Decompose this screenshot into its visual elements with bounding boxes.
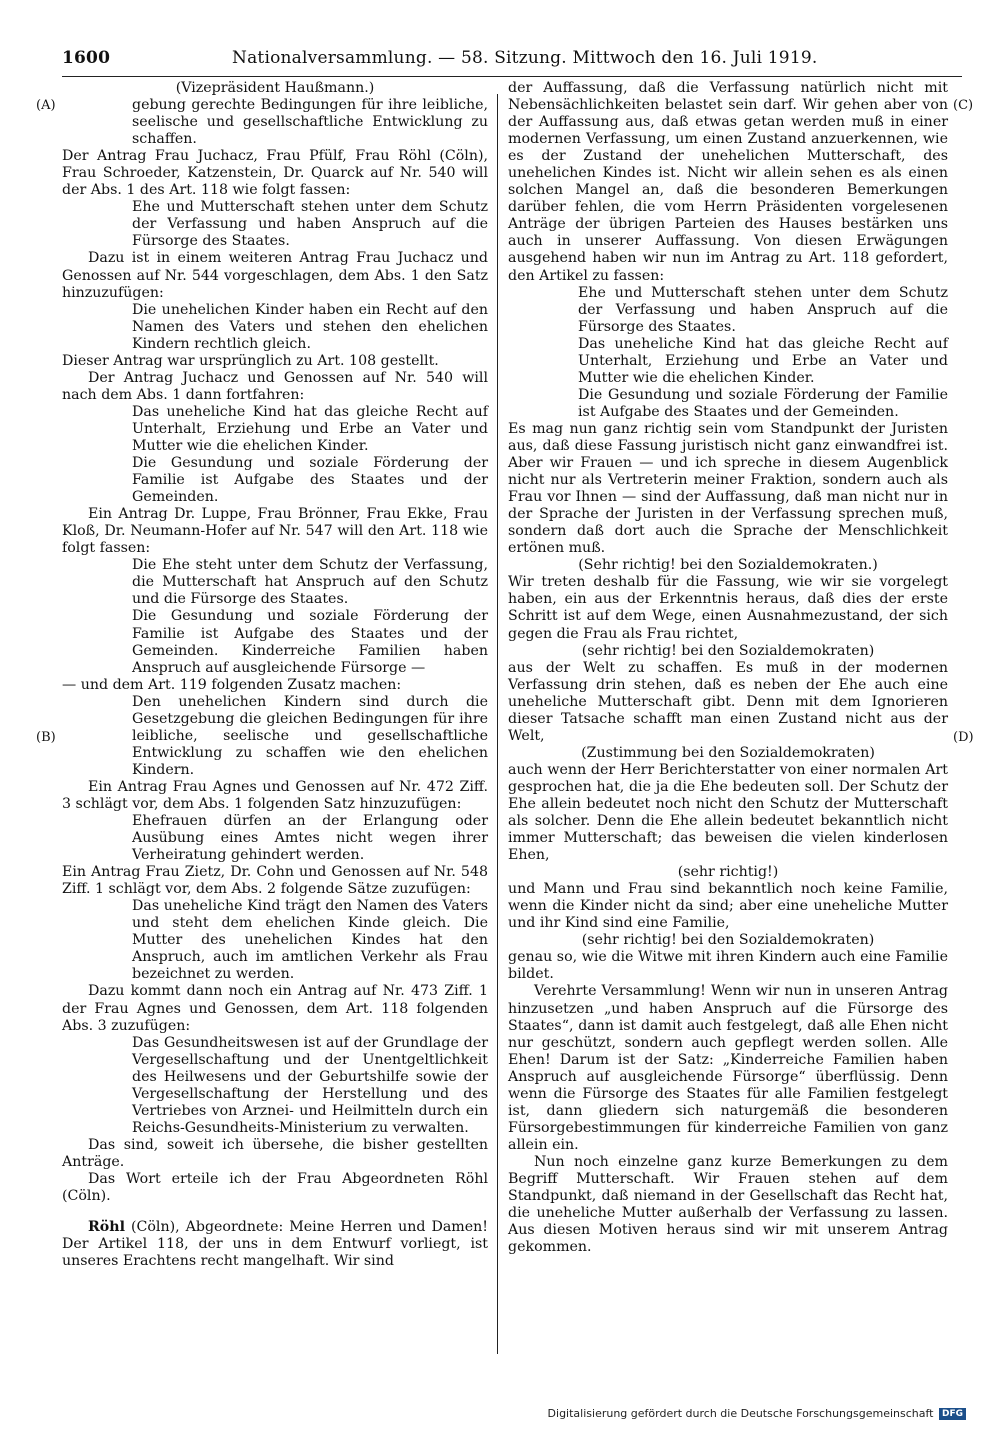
margin-marker-d: (D) (953, 730, 974, 745)
header-rule (62, 76, 962, 77)
quoted-text: Das uneheliche Kind hat das gleiche Recht auf Unterhalt, Erziehung und Erbe an Vater und Mutter wie die ehelichen Kinder. (578, 335, 948, 386)
paragraph: Nun noch einzelne ganz kurze Bemerkungen zu dem Begriff Mutterschaft. Wir Frauen stehen auf dem Standpunkt, daß niemand in der Gesellschaft das Recht hat, die uneheliche Mutter außerhalb der Verfassung zu lassen. Aus diesen Motiven heraus sind wir mit unserem Antrag gekommen. (508, 1153, 948, 1256)
dfg-logo: DFG (939, 1408, 966, 1420)
paragraph: der Auffassung, daß die Verfassung natürlich nicht mit Nebensächlichkeiten belastet sein darf. Wir gehen aber von der Auffassung aus, daß etwas getan werden muß in einer modernen Verfassung, um einen Zustand anzuerkennen, wie es der Zustand der unehelichen Mutterschaft, des unehelichen Kindes ist. Nicht wir allein sehen es als einen solchen Mangel an, daß die besonderen Bemerkungen darüber fehlen, die vom Herrn Präsidenten vorgelesenen Anträge der übrigen Parteien des Hauses bestärken uns auch in unserer Auffassung. Von diesen Erwägungen ausgehend haben wir nun im Antrag zu Art. 118 gefordert, den Artikel zu fassen: (508, 80, 948, 284)
paragraph: auch wenn der Herr Berichterstatter von einer normalen Art gesprochen hat, die ja die Ehe bedeuten soll. Der Schutz der Ehe allein bedeutet noch nicht den Schutz der Mutterschaft als solcher. Denn die Ehe allein bedeutet bekanntlich nicht immer Mutterschaft; das beweisen die vielen kinderlosen Ehen, (508, 761, 948, 864)
margin-marker-b: (B) (36, 730, 56, 745)
quoted-text: Die Ehe steht unter dem Schutz der Verfassung, die Mutterschaft hat Anspruch auf den Schutz und die Fürsorge des Staates. (132, 557, 488, 608)
quoted-text: Die Gesundung und soziale Förderung der Familie ist Aufgabe des Staates und der Gemeinden. (132, 455, 488, 506)
paragraph: aus der Welt zu schaffen. Es muß in der modernen Verfassung drin stehen, daß es neben der Ehe auch eine uneheliche Mutterschaft gibt. Denn mit dem Ignorieren dieser Tatsache schafft man einen Zustand nicht aus der Welt, (508, 659, 948, 744)
paragraph: Dazu ist in einem weiteren Antrag Frau Juchacz und Genossen auf Nr. 544 vorgeschlagen, dem Abs. 1 den Satz hinzuzufügen: (62, 250, 488, 301)
paragraph: Verehrte Versammlung! Wenn wir nun in unseren Antrag hinzusetzen „und haben Anspruch auf die Fürsorge des Staates“, dann ist damit auch festgelegt, daß alle Ehen nicht nur geschützt, sondern auch gepflegt werden sollen. Alle Ehen! Darum ist der Satz: „Kinderreiche Familien haben Anspruch auf ausgleichende Fürsorge“ überflüssig. Denn wenn die Fürsorge des Staates für alle Familien festgelegt ist, dann gliedern sich naturgemäß die besonderen Fürsorgebestimmungen für kinderreiche Familien von ganz allein ein. (508, 983, 948, 1153)
speaker-text: (Cöln), Abgeordnete: Meine Herren und Damen! Der Artikel 118, der uns in dem Entwurf vorliegt, ist unseres Erachtens recht mangelhaft. Wir sind (62, 1219, 488, 1270)
footer-credit (548, 1407, 966, 1420)
paragraph: Dazu kommt dann noch ein Antrag auf Nr. 473 Ziff. 1 der Frau Agnes und Genossen, dem Art. 118 folgenden Abs. 3 zuzufügen: (62, 983, 488, 1034)
quoted-text: Das Gesundheitswesen ist auf der Grundlage der Vergesellschaftung und der Unentgeltlichkeit des Heilwesens und der Geburtshilfe sowie der Vergesellschaftung der Herstellung und des Vertriebes von Arznei- und Heilmitteln durch ein Reichs-Gesundheits-Ministerium zu verwalten. (132, 1034, 488, 1136)
quoted-text: Das uneheliche Kind trägt den Namen des Vaters und steht dem ehelichen Kinde gleich. Die Mutter des unehelichen Kindes hat den Anspruch, auch im amtlichen Verkehr als Frau bezeichnet zu werden. (132, 898, 488, 983)
page-number: 1600 (62, 48, 111, 68)
speaker-name: Röhl (88, 1219, 125, 1236)
quoted-text: Die unehelichen Kinder haben ein Recht auf den Namen des Vaters und stehen den ehelichen Kindern rechtlich gleich. (132, 301, 488, 352)
interjection: (Zustimmung bei den Sozialdemokraten) (581, 744, 875, 761)
footer-text: Digitalisierung gefördert durch die Deutsche Forschungsgemeinschaft (547, 1407, 934, 1420)
paragraph: und Mann und Frau sind bekanntlich noch keine Familie, wenn die Kinder nicht da sind; aber eine uneheliche Mutter und ihr Kind sind eine Familie, (508, 881, 948, 932)
paragraph: Ein Antrag Frau Agnes und Genossen auf Nr. 472 Ziff. 3 schlägt vor, dem Abs. 1 folgenden Satz hinzuzufügen: (62, 778, 488, 812)
paragraph: Ein Antrag Frau Zietz, Dr. Cohn und Genossen auf Nr. 548 Ziff. 1 schlägt vor, dem Abs. 2 folgende Sätze zuzufügen: (62, 864, 488, 898)
paragraph: Das sind, soweit ich übersehe, die bisher gestellten Anträge. (62, 1136, 488, 1170)
quoted-text: Ehe und Mutterschaft stehen unter dem Schutz der Verfassung und haben Anspruch auf die Fürsorge des Staates. (132, 199, 488, 250)
running-title: Nationalversammlung. — 58. Sitzung. Mittwoch den 16. Juli 1919. (232, 48, 818, 68)
paragraph: Ein Antrag Dr. Luppe, Frau Brönner, Frau Ekke, Frau Kloß, Dr. Neumann-Hofer auf Nr. 547 will den Art. 118 wie folgt fassen: (62, 506, 488, 557)
quoted-text: Das uneheliche Kind hat das gleiche Recht auf Unterhalt, Erziehung und Erbe an Vater und Mutter wie die ehelichen Kinder. (132, 403, 488, 454)
column-rule (497, 94, 498, 1354)
interjection: (sehr richtig! bei den Sozialdemokraten) (581, 932, 875, 949)
quoted-text: Die Gesundung und soziale Förderung der Familie ist Aufgabe des Staates und der Gemeinden. Kinderreiche Familien haben Anspruch auf ausgleichende Fürsorge — (132, 608, 488, 676)
paragraph: Der Antrag Juchacz und Genossen auf Nr. 540 will nach dem Abs. 1 dann fortfahren: (62, 369, 488, 403)
paragraph: genau so, wie die Witwe mit ihren Kindern auch eine Familie bildet. (508, 949, 948, 983)
margin-marker-a: (A) (36, 98, 56, 113)
page-header (62, 48, 818, 74)
margin-marker-c: (C) (953, 98, 974, 113)
quoted-text: Die Gesundung und soziale Förderung der Familie ist Aufgabe des Staates und der Gemeinden. (578, 386, 948, 420)
interjection: (Sehr richtig! bei den Sozialdemokraten.) (578, 557, 878, 574)
quoted-text: Ehefrauen dürfen an der Erlangung oder Ausübung eines Amtes nicht wegen ihrer Verheiratung gehindert werden. (132, 813, 488, 864)
speaker-note: (Vizepräsident Haußmann.) (175, 80, 375, 96)
paragraph: Wir treten deshalb für die Fassung, wie wir sie vorgelegt haben, ein aus der Erkenntnis heraus, daß dies der erste Schritt ist auf dem Wege, einen Ausnahmezustand, der sich gegen die Frau als Frau richtet, (508, 574, 948, 642)
paragraph: Der Antrag Frau Juchacz, Frau Pfülf, Frau Röhl (Cöln), Frau Schroeder, Katzenstein, Dr. Quarck auf Nr. 540 will der Abs. 1 des Art. 118 wie folgt fassen: (62, 148, 488, 199)
left-column (62, 80, 488, 1270)
paragraph-gap (62, 1205, 488, 1219)
paragraph: Das Wort erteile ich der Frau Abgeordneten Röhl (Cöln). (62, 1171, 488, 1205)
quoted-text: Den unehelichen Kindern sind durch die Gesetzgebung die gleichen Bedingungen für ihre leibliche, seelische und gesellschaftliche Entwicklung zu schaffen wie den ehelichen Kindern. (132, 693, 488, 778)
paragraph: Dieser Antrag war ursprünglich zu Art. 108 gestellt. (62, 352, 439, 369)
paragraph: — und dem Art. 119 folgenden Zusatz machen: (62, 676, 402, 693)
quoted-text: Ehe und Mutterschaft stehen unter dem Schutz der Verfassung und haben Anspruch auf die Fürsorge des Staates. (578, 284, 948, 335)
interjection: (sehr richtig! bei den Sozialdemokraten) (581, 642, 875, 659)
quoted-text: gebung gerechte Bedingungen für ihre leibliche, seelische und gesellschaftliche Entwicklung zu schaffen. (132, 97, 488, 148)
right-column (508, 80, 948, 1256)
interjection: (sehr richtig!) (677, 864, 779, 881)
paragraph: Es mag nun ganz richtig sein vom Standpunkt der Juristen aus, daß diese Fassung juristisch nicht ganz einwandfrei ist. Aber wir Frauen — und ich spreche in diesem Augenblick nicht nur als Vertreterin meiner Fraktion, sondern auch als Frau vor Ihnen — sind der Auffassung, daß man nicht nur in der Sprache der Juristen in der Verfassung sprechen muß, sondern daß dort auch die Sprache der Menschlichkeit ertönen muß. (508, 420, 948, 557)
speaker-paragraph (62, 1219, 488, 1270)
